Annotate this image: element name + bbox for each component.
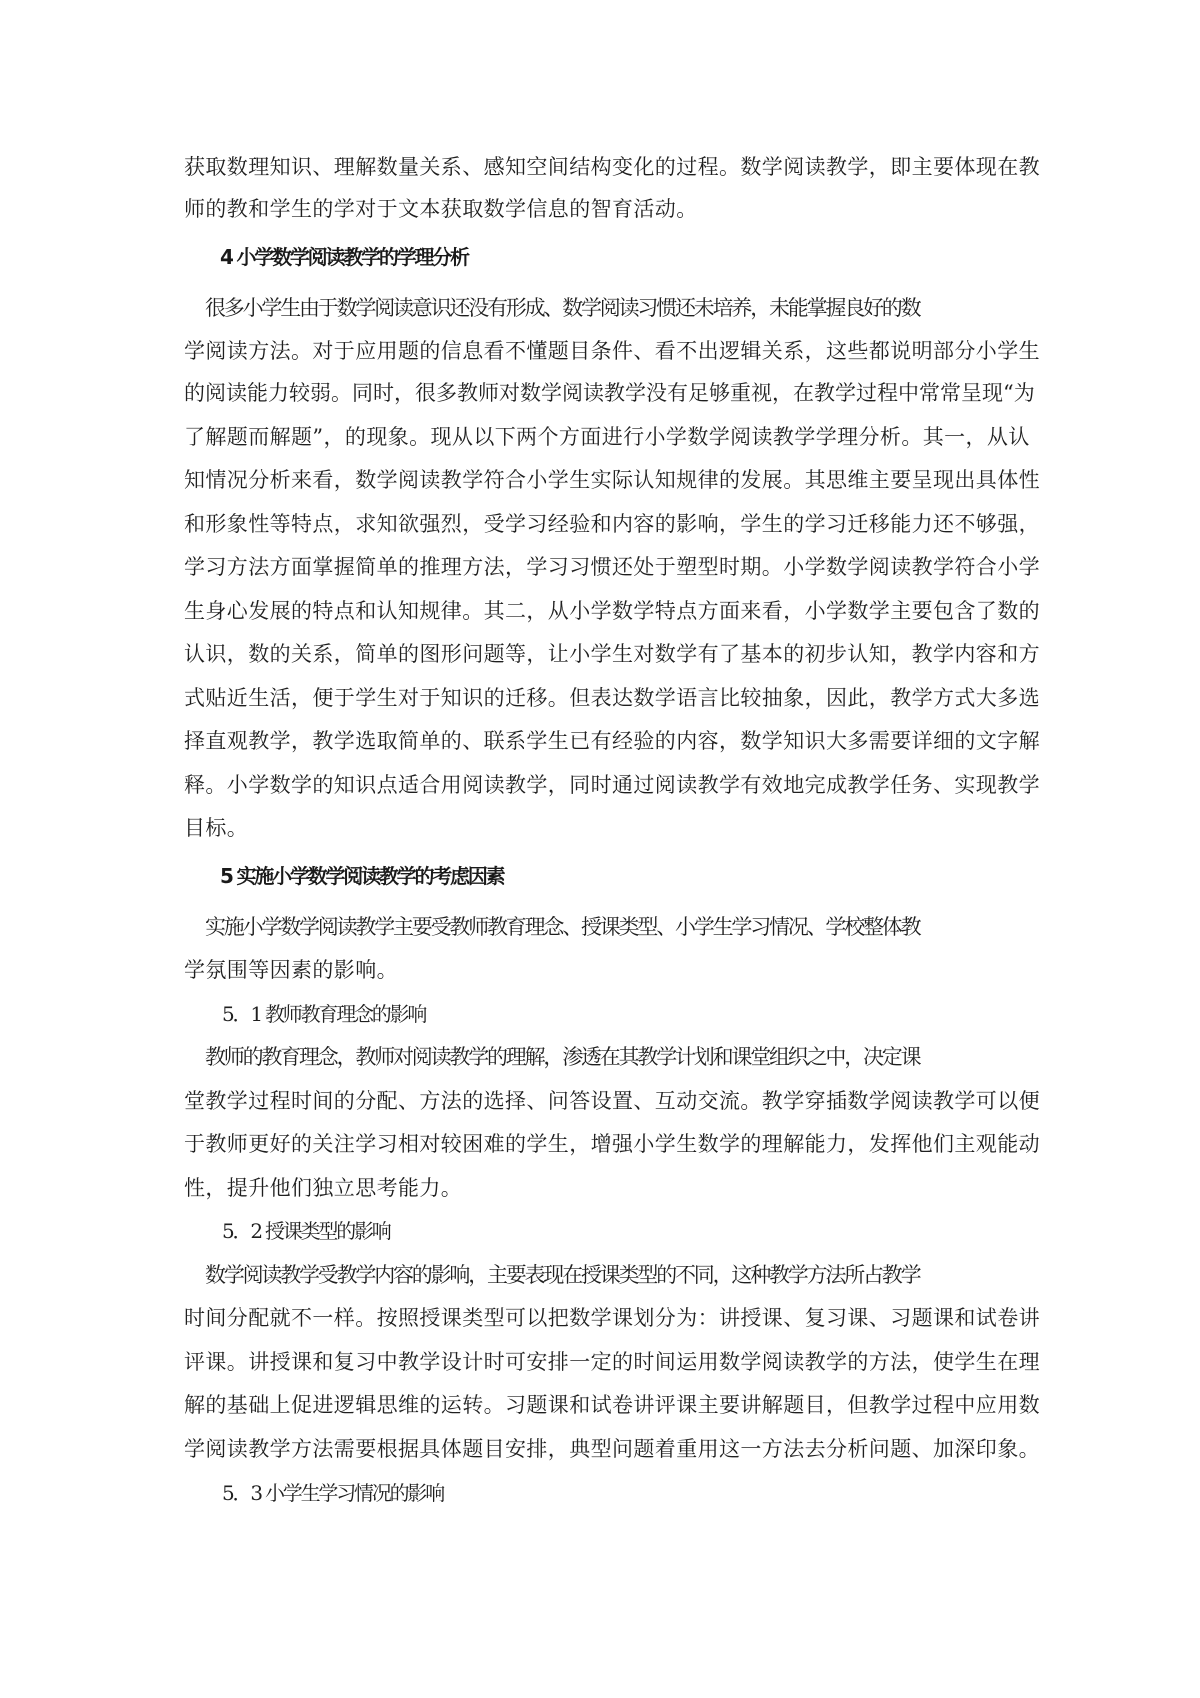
body-text-line: 知情况分析来看，数学阅读教学符合小学生实际认知规律的发展。其思维主要呈现出具体性 xyxy=(184,468,1040,492)
body-text-line: 了解题而解题”，的现象。现从以下两个方面进行小学数学阅读教学学理分析。其一，从认 xyxy=(184,425,1030,449)
body-text-line: 学习方法方面掌握简单的推理方法，学习习惯还处于塑型时期。小学数学阅读教学符合小学 xyxy=(184,555,1040,579)
body-text-line: 堂教学过程时间的分配、方法的选择、问答设置、互动交流。教学穿插数学阅读教学可以便 xyxy=(184,1089,1040,1113)
body-text-line: 释。小学数学的知识点适合用阅读教学，同时通过阅读教学有效地完成教学任务、实现教学 xyxy=(184,773,1040,797)
subsection-heading-5-1: 5．1 教师教育理念的影响 xyxy=(222,1002,426,1026)
body-text-line: 实施小学数学阅读教学主要受教师教育理念、授课类型、小学生学习情况、学校整体教 xyxy=(205,915,920,939)
subsection-heading-5-3: 5．3 小学生学习情况的影响 xyxy=(222,1481,444,1505)
body-text-line: 生身心发展的特点和认知规律。其二，从小学数学特点方面来看，小学数学主要包含了数的 xyxy=(184,599,1040,623)
section-heading-4: 4 小学数学阅读教学的学理分析 xyxy=(220,245,468,269)
body-text-line: 学阅读教学方法需要根据具体题目安排，典型问题着重用这一方法去分析问题、加深印象。 xyxy=(184,1437,1040,1461)
body-text-line: 和形象性等特点，求知欲强烈，受学习经验和内容的影响，学生的学习迁移能力还不够强， xyxy=(184,512,1040,536)
section-heading-5: 5 实施小学数学阅读教学的考虑因素 xyxy=(220,864,504,888)
body-text-line: 的阅读能力较弱。同时，很多教师对数学阅读教学没有足够重视，在教学过程中常常呈现“为 xyxy=(184,381,1035,405)
body-text-line: 目标。 xyxy=(184,816,249,840)
body-text-line: 择直观教学，教学选取简单的、联系学生已有经验的内容，数学知识大多需要详细的文字解 xyxy=(184,729,1040,753)
body-text-line: 教师的教育理念，教师对阅读教学的理解，渗透在其教学计划和课堂组织之中，决定课 xyxy=(205,1045,920,1069)
body-text-line: 时间分配就不一样。按照授课类型可以把数学课划分为：讲授课、复习课、习题课和试卷讲 xyxy=(184,1306,1040,1330)
body-text-line: 获取数理知识、理解数量关系、感知空间结构变化的过程。数学阅读教学，即主要体现在教 xyxy=(184,155,1040,179)
body-text-line: 数学阅读教学受教学内容的影响，主要表现在授课类型的不同，这种教学方法所占教学 xyxy=(205,1263,920,1287)
body-text-line: 解的基础上促进逻辑思维的运转。习题课和试卷讲评课主要讲解题目，但教学过程中应用数 xyxy=(184,1393,1040,1417)
body-text-line: 学氛围等因素的影响。 xyxy=(184,958,398,982)
body-text-line: 评课。讲授课和复习中教学设计时可安排一定的时间运用数学阅读教学的方法，使学生在理 xyxy=(184,1350,1040,1374)
body-text-line: 性，提升他们独立思考能力。 xyxy=(184,1176,463,1200)
body-text-line: 学阅读方法。对于应用题的信息看不懂题目条件、看不出逻辑关系，这些都说明部分小学生 xyxy=(184,339,1040,363)
body-text-line: 很多小学生由于数学阅读意识还没有形成、数学阅读习惯还未培养，未能掌握良好的数 xyxy=(205,296,920,320)
subsection-heading-5-2: 5．2 授课类型的影响 xyxy=(222,1219,390,1243)
body-text-line: 式贴近生活，便于学生对于知识的迁移。但表达数学语言比较抽象，因此，教学方式大多选 xyxy=(184,686,1040,710)
body-text-line: 认识，数的关系，简单的图形问题等，让小学生对数学有了基本的初步认知，教学内容和方 xyxy=(184,642,1040,666)
body-text-line: 于教师更好的关注学习相对较困难的学生，增强小学生数学的理解能力，发挥他们主观能动 xyxy=(184,1132,1040,1156)
body-text-line: 师的教和学生的学对于文本获取数学信息的智育活动。 xyxy=(184,197,698,221)
